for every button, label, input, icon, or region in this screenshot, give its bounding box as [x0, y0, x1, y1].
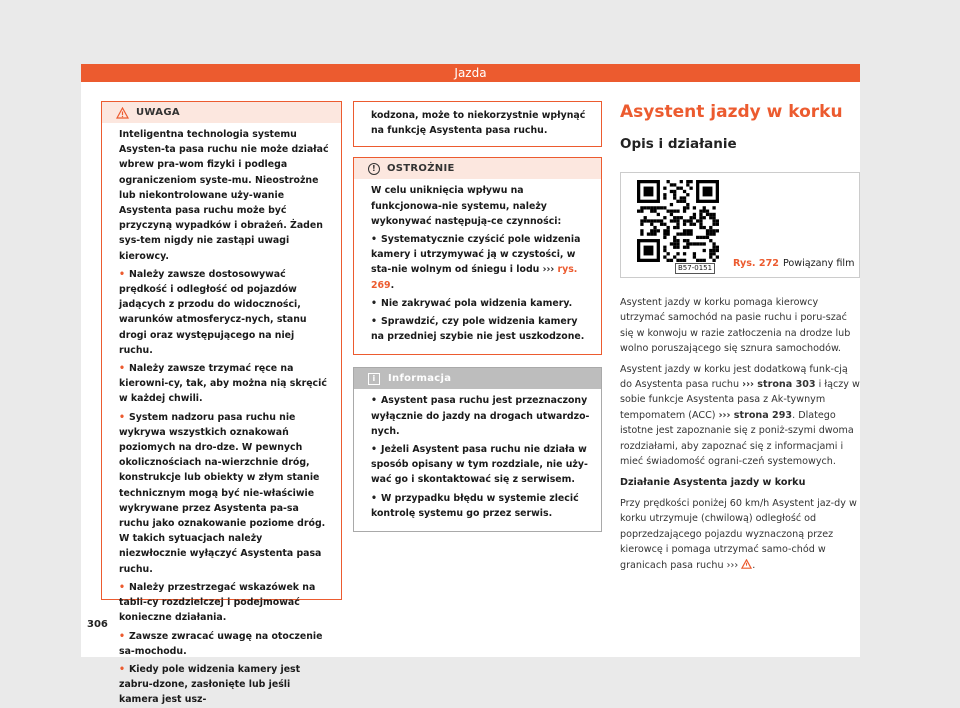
figure-code: B57-0151 [675, 263, 715, 274]
section-subtitle: Opis i działanie [620, 136, 737, 152]
info-box [353, 367, 602, 532]
qr-code-icon[interactable] [637, 180, 719, 262]
page-header: Jazda [81, 64, 860, 82]
info-title: Informacja [388, 373, 452, 385]
warning-body [102, 123, 341, 708]
caution-intro: W celu uniknięcia wpływu na funkcjonowa-nie systemu, należy wykonywać następują-ce czynności: [371, 185, 562, 227]
caution-box [353, 157, 602, 355]
figure-box [620, 172, 860, 278]
info-icon: i [368, 373, 380, 385]
caution-header [354, 158, 601, 179]
info-header [354, 368, 601, 389]
section-title: Asystent jazdy w korku [620, 102, 843, 122]
paragraph: Przy prędkości poniżej 60 km/h Asystent jaz-dy w korku utrzymuje (chwilową) odległość od poprzedzającego pojazdu wyznaczoną przez kierowcę i pomaga utrzymać samo-chód w granicach pasa ruchu ››› . [620, 497, 857, 571]
warning-continued-box [353, 101, 602, 147]
caution-title: OSTROŻNIE [387, 163, 455, 175]
caution-item: • Nie zakrywać pola widzenia kamery. [371, 297, 573, 309]
warning-intro: Inteligentna technologia systemu Asysten-ta pasa ruchu nie może działać wbrew pra-wom fizyki i podlega ograniczeniom syste-mu. Nieostrożne lub niekontrolowane uży-wanie Asystenta pasa ruchu może być przyczyną wypadków i obrażeń. Żaden sys-tem nigdy nie zastąpi uwagi kierowcy. [119, 129, 329, 262]
right-column [620, 101, 860, 578]
left-column [101, 101, 342, 706]
middle-column [353, 101, 602, 532]
warning-item: • Kiedy pole widzenia kamery jest zabru-dzone, zasłonięte lub jeśli kamera jest usz- [119, 663, 301, 706]
caution-circle-icon: ! [368, 163, 380, 175]
info-body [354, 389, 601, 531]
manual-page [81, 64, 860, 706]
figure-caption [733, 256, 854, 271]
warning-continued: kodzona, może to niekorzystnie wpłynąć na funkcję Asystenta pasa ruchu. [371, 110, 586, 137]
body-text [620, 295, 860, 573]
caution-item: • Sprawdzić, czy pole widzenia kamery na przedniej szybie nie jest uszkodzone. [371, 316, 585, 343]
warning-item: • Zawsze zwracać uwagę na otoczenie sa-mochodu. [119, 630, 323, 657]
page-link[interactable]: ››› strona 303 [742, 379, 816, 391]
warning-triangle-icon[interactable] [741, 559, 752, 569]
warning-header [102, 102, 341, 123]
warning-item: • Należy przestrzegać wskazówek na tabli-cy rozdzielczej i podejmować konieczne działania. [119, 581, 316, 624]
warning-item: • Należy zawsze trzymać ręce na kierowni-cy, tak, aby można nią skręcić w każdej chwili. [119, 363, 327, 405]
caution-item: • Systematycznie czyścić pole widzenia kamery i utrzymywać ją w czystości, w sta-nie wolnym od śniegu i lodu ››› rys. 269. [371, 234, 581, 291]
figure-link[interactable]: rys. 269 [371, 264, 578, 291]
page-link[interactable]: ››› strona 293 [718, 409, 793, 421]
info-item: • W przypadku błędu w systemie zlecić kontrolę systemu go przez serwis. [371, 492, 579, 519]
warning-item: • Należy zawsze dostosowywać prędkość i odległość od pojazdów jadących z przodu do widoczności, warunków atmosferycz-nych, stanu drogi oraz występującego na niej ruchu. [119, 268, 307, 356]
info-item: • Asystent pasa ruchu jest przeznaczony wyłącznie do jazdy na drogach utwardzo-nych. [371, 395, 590, 437]
warning-title: UWAGA [136, 106, 180, 118]
caution-body [354, 179, 601, 354]
paragraph: Asystent jazdy w korku jest dodatkową funk-cją do Asystenta pasa ruchu ››› strona 303 i łączy w sobie funkcje Asystenta pasa z Ak-tywnym tempomatem (ACC) ››› strona 293. Dlatego istotne jest zapoznanie się z poniż-szymi dwoma rozdziałami, aby zapoznać się z informacjami i mieć świadomość ograni-czeń systemowych. [620, 363, 860, 468]
paragraph: Asystent jazdy w korku pomaga kierowcy utrzymać samochód na pasie ruchu i poru-szać się w konwoju w razie zatłoczenia na drodze lub wolno poruszającego się sznura samochodów. [620, 297, 851, 355]
page-number: 306 [87, 619, 108, 630]
warning-item: • System nadzoru pasa ruchu nie wykrywa wszystkich oznakowań poziomych na dro-dze. W pewnych okolicznościach na-wierzchnie dróg, konstrukcje lub obiekty w złym stanie technicznym mogą być nie-właściwie wykrywane przez Asystenta pa-sa ruchu jako oznakowanie poziome dróg. W takich sytuacjach należy niezwłocznie wyłączyć Asystenta pasa ruchu. [119, 411, 326, 575]
figure-caption-text: Powiązany film [782, 258, 855, 269]
warning-box [101, 101, 342, 706]
subsection-title: Działanie Asystenta jazdy w korku [620, 477, 806, 489]
info-item: • Jeżeli Asystent pasa ruchu nie działa w sposób opisany w tym rozdziale, nie uży-wać go i skontaktować się z serwisem. [371, 444, 588, 486]
warning-triangle-icon [116, 107, 129, 119]
figure-ref: Rys. 272 [733, 258, 779, 269]
